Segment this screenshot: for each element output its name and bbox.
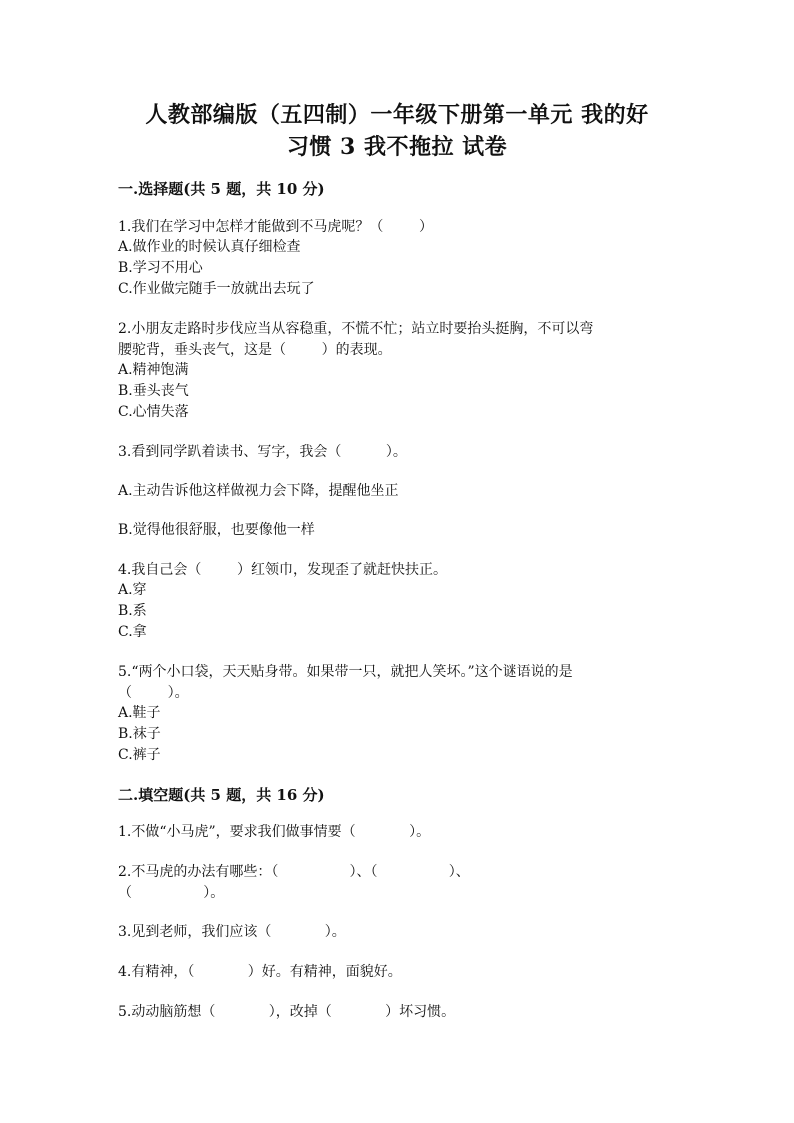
question-2-stem-line-1: 2.小朋友走路时步伐应当从容稳重，不慌不忙；站立时要抬头挺胸，不可以弯 (118, 321, 594, 337)
page-title-line-1: 人教部编版（五四制）一年级下册第一单元 我的好 (145, 102, 649, 128)
question-1-stem: 1.我们在学习中怎样才能做到不马虎呢？（ ） (118, 219, 433, 235)
question-5-option-b: B.袜子 (118, 726, 161, 742)
page-title-line-2: 习惯 3 我不拖拉 试卷 (286, 134, 508, 160)
question-3-option-a: A.主动告诉他这样做视力会下降，提醒他坐正 (118, 483, 399, 499)
question-4-option-c: C.拿 (118, 624, 147, 640)
question-1-option-a: A.做作业的时候认真仔细检查 (118, 239, 301, 255)
question-5-stem-line-1: 5.“两个小口袋，天天贴身带。如果带一只，就把人笑坏。”这个谜语说的是 (118, 664, 573, 680)
question-3-stem: 3.看到同学趴着读书、写字，我会（ ）。 (118, 444, 407, 460)
question-2-option-a: A.精神饱满 (118, 362, 189, 378)
question-5-option-c: C.裤子 (118, 747, 161, 763)
question-2-option-b: B.垂头丧气 (118, 383, 189, 399)
question-2-stem-line-2: 腰驼背，垂头丧气，这是（ ）的表现。 (118, 342, 392, 358)
section-heading-fill: 二.填空题(共 5 题，共 16 分) (118, 786, 325, 804)
question-4-option-a: A.穿 (118, 582, 147, 598)
fill-question-4: 4.有精神，（ ）好。有精神，面貌好。 (118, 964, 402, 980)
question-2-option-c: C.心情失落 (118, 404, 189, 420)
fill-question-2-line-2: （ ）。 (118, 885, 225, 901)
question-1-option-c: C.作业做完随手一放就出去玩了 (118, 281, 315, 297)
fill-question-1: 1.不做“小马虎”，要求我们做事情要（ ）。 (118, 824, 431, 840)
question-5-option-a: A.鞋子 (118, 705, 161, 721)
question-5-stem-line-2: （ ）。 (118, 685, 189, 701)
question-4-option-b: B.系 (118, 603, 147, 619)
question-4-stem: 4.我自己会（ ）红领巾，发现歪了就赶快扶正。 (118, 562, 447, 578)
section-heading-choice: 一.选择题(共 5 题，共 10 分) (118, 180, 325, 198)
fill-question-5: 5.动动脑筋想（ ），改掉（ ）坏习惯。 (118, 1004, 456, 1020)
fill-question-3: 3.见到老师，我们应该（ ）。 (118, 924, 346, 940)
fill-question-2-line-1: 2.不马虎的办法有哪些：（ ）、（ ）、 (118, 864, 470, 880)
question-3-option-b: B.觉得他很舒服，也要像他一样 (118, 522, 315, 538)
question-1-option-b: B.学习不用心 (118, 260, 203, 276)
